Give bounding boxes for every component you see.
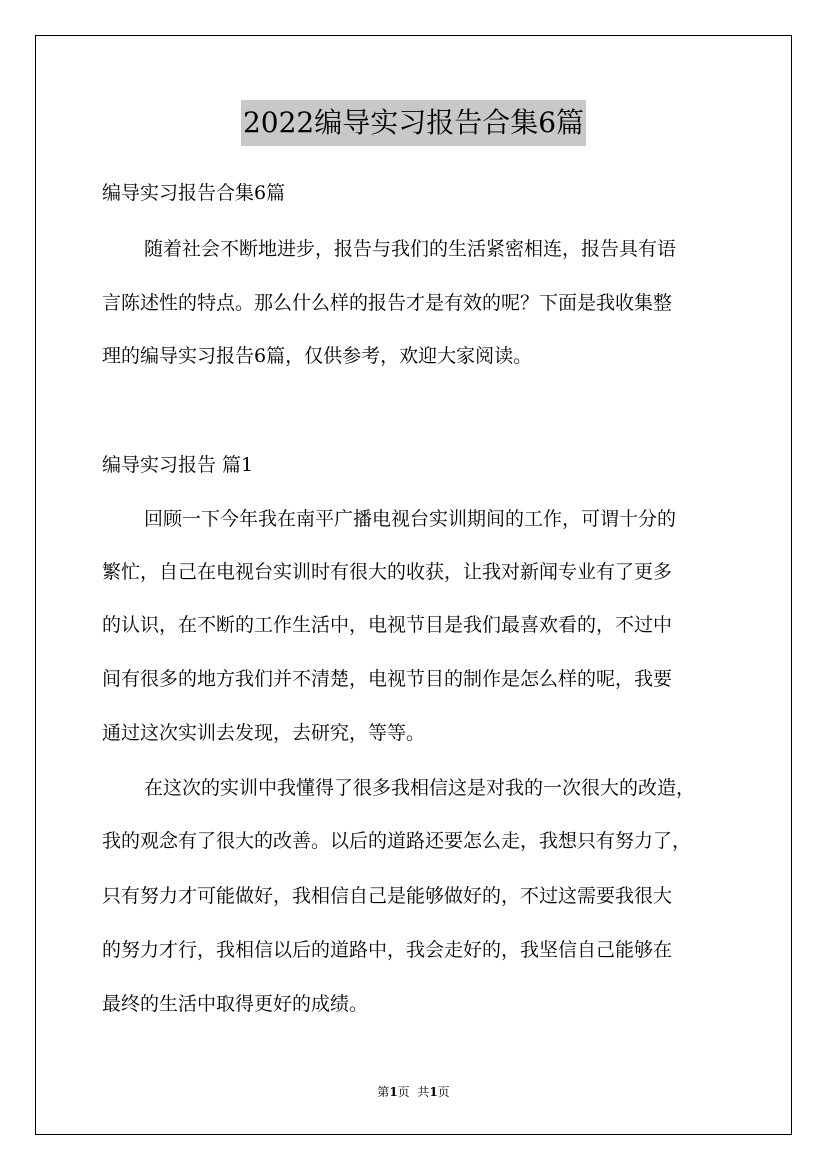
- paragraph-line: 只有努力才可能做好，我相信自己是能够做好的，不过这需要我很大: [102, 885, 673, 907]
- page-label-prefix: 第: [377, 1085, 390, 1099]
- paragraph-line: 的认识，在不断的工作生活中，电视节目是我们最喜欢看的，不过中: [102, 614, 673, 636]
- intro-line: 言陈述性的特点。那么什么样的报告才是有效的呢？下面是我收集整: [102, 292, 673, 314]
- paragraph-line: 在这次的实训中我懂得了很多我相信这是对我的一次很大的改造，: [144, 777, 696, 799]
- section-heading: 编导实习报告 篇1: [102, 454, 254, 476]
- page-label-mid: 页 共: [397, 1085, 430, 1099]
- paragraph-line: 间有很多的地方我们并不清楚，电视节目的制作是怎么样的呢，我要: [102, 668, 673, 690]
- intro-line: 随着社会不断地进步，报告与我们的生活紧密相连，报告具有语: [144, 238, 677, 260]
- paragraph-line: 我的观念有了很大的改善。以后的道路还要怎么走，我想只有努力了，: [102, 830, 692, 852]
- paragraph-line: 通过这次实训去发现，去研究，等等。: [102, 722, 426, 744]
- page-current: 1: [389, 1085, 398, 1099]
- paragraph-line: 最终的生活中取得更好的成绩。: [102, 993, 369, 1015]
- document-subtitle: 编导实习报告合集6篇: [102, 182, 286, 204]
- page-footer: [0, 1084, 827, 1100]
- title-container: [0, 100, 827, 146]
- page-label-suffix: 页: [437, 1085, 450, 1099]
- paragraph-line: 繁忙，自己在电视台实训时有很大的收获，让我对新闻专业有了更多: [102, 561, 673, 583]
- page-total: 1: [429, 1085, 438, 1099]
- intro-line: 理的编导实习报告6篇，仅供参考，欢迎大家阅读。: [102, 345, 533, 367]
- paragraph-line: 的努力才行，我相信以后的道路中，我会走好的，我坚信自己能够在: [102, 939, 673, 961]
- document-title: 2022编导实习报告合集6篇: [241, 100, 586, 146]
- paragraph-line: 回顾一下今年我在南平广播电视台实训期间的工作，可谓十分的: [144, 508, 677, 530]
